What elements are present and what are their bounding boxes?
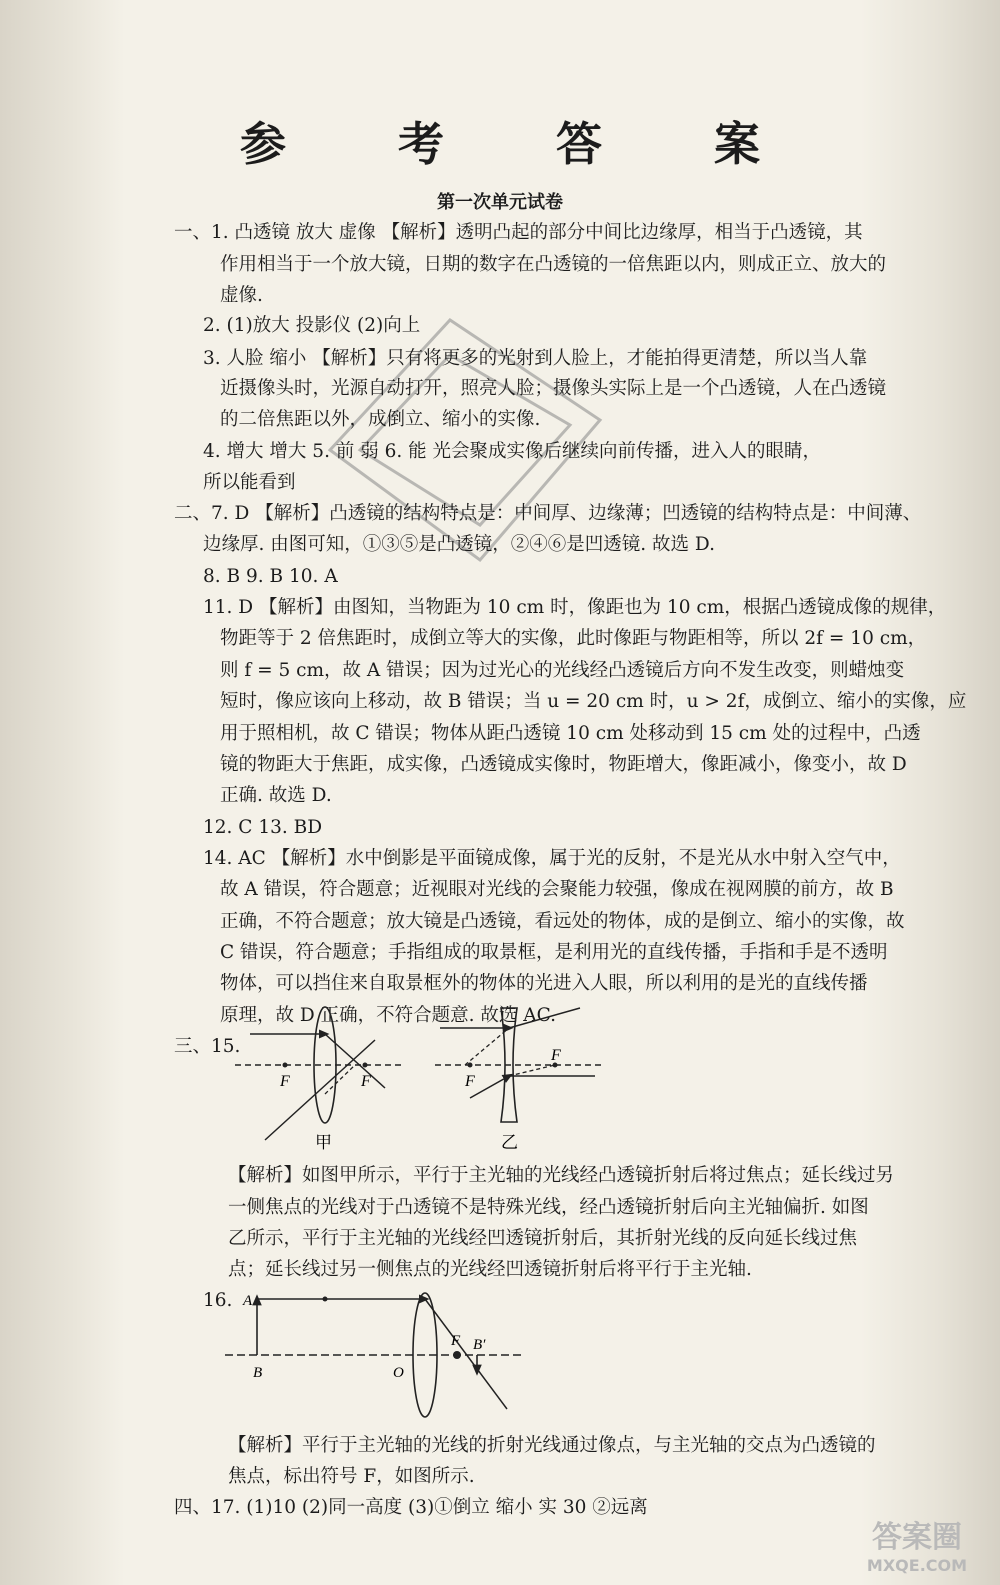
answer-line: C 错误，符合题意；手指组成的取景框，是利用光的直线传播，手指和手是不透明 [220, 942, 888, 963]
answer-line: 则 f = 5 cm，故 A 错误；因为过光心的光线经凸透镜后方向不发生改变，则蜡烛变 [220, 660, 905, 681]
answer-line: 二、7. D 【解析】凸透镜的结构特点是：中间厚、边缘薄；凹透镜的结构特点是：中间薄、 [174, 503, 922, 524]
answer-line: 4. 增大 增大 5. 前 弱 6. 能 光会聚成实像后继续向前传播，进入人的眼睛， [203, 441, 822, 462]
point-label-b-prime: B′ [473, 1337, 486, 1353]
answer-line: 虚像. [220, 285, 263, 306]
page-shadow-right [860, 0, 1000, 1585]
answer-line: 故 A 错误，符合题意；近视眼对光线的会聚能力较强，像成在视网膜的前方，故 B [220, 879, 894, 900]
page-shadow-left [0, 0, 125, 1585]
figure-caption-yi: 乙 [501, 1133, 518, 1150]
answer-line: 用于照相机，故 C 错误；物体从距凸透镜 10 cm 处移动到 15 cm 处的过程中，凸透 [220, 723, 921, 744]
figure-caption-jia: 甲 [315, 1133, 332, 1150]
point-label-o: O [393, 1365, 404, 1381]
answer-line: 作用相当于一个放大镜，日期的数字在凸透镜的一倍焦距以内，则成正立、放大的 [220, 254, 887, 275]
focus-label: F [465, 1073, 475, 1090]
answer-line: 三、15. [174, 1036, 241, 1057]
answer-line: 物体，可以挡住来自取景框外的物体的光进入人眼，所以利用的是光的直线传播 [220, 973, 868, 994]
answer-line: 短时，像应该向上移动，故 B 错误；当 u = 20 cm 时，u > 2f，成倒立、缩小的实像，应 [220, 691, 967, 712]
focus-label: F [361, 1073, 371, 1090]
answer-line: 所以能看到 [203, 472, 296, 493]
answer-line: 点；延长线过另一侧焦点的光线经凹透镜折射后将平行于主光轴. [228, 1259, 752, 1280]
watermark-text: 答案圈 [872, 1520, 962, 1555]
answer-line: 16. [203, 1290, 233, 1311]
answer-line: 2. (1)放大 投影仪 (2)向上 [203, 315, 421, 336]
answer-line: 14. AC 【解析】水中倒影是平面镜成像，属于光的反射，不是光从水中射入空气中， [203, 848, 901, 869]
stamp-overlay [300, 300, 630, 570]
answer-line: 一、1. 凸透镜 放大 虚像 【解析】透明凸起的部分中间比边缘厚，相当于凸透镜，其 [174, 222, 863, 243]
watermark-url: MXQE.COM [866, 1556, 968, 1575]
answer-line: 边缘厚. 由图可知，①③⑤是凸透镜，②④⑥是凹透镜. 故选 D. [203, 534, 715, 555]
answer-line: 原理，故 D 正确，不符合题意. 故选 AC. [220, 1005, 556, 1026]
answer-line: 近摄像头时，光源自动打开，照亮人脸；摄像头实际上是一个凸透镜，人在凸透镜 [220, 378, 887, 399]
site-watermark-logo [842, 1509, 992, 1579]
answer-line: 焦点，标出符号 F，如图所示. [228, 1466, 475, 1487]
answer-line: 乙所示，平行于主光轴的光线经凹透镜折射后，其折射光线的反向延长线过焦 [228, 1228, 858, 1249]
answer-line: 正确，不符合题意；放大镜是凸透镜，看远处的物体，成的是倒立、缩小的实像，故 [220, 911, 905, 932]
section-subtitle: 第一次单元试卷 [437, 192, 563, 213]
answer-line: 12. C 13. BD [203, 817, 323, 838]
answer-line: 3. 人脸 缩小 【解析】只有将更多的光射到人脸上，才能拍得更清楚，所以当人靠 [203, 348, 868, 369]
answer-line: 四、17. (1)10 (2)同一高度 (3)①倒立 缩小 实 30 ②远离 [174, 1497, 648, 1518]
focus-label: F [280, 1073, 290, 1090]
answer-line: 8. B 9. B 10. A [203, 566, 338, 587]
answer-line: 11. D 【解析】由图知，当物距为 10 cm 时，像距也为 10 cm，根据凸透镜成像的规律， [203, 597, 947, 618]
answer-line: 物距等于 2 倍焦距时，成倒立等大的实像，此时像距与物距相等，所以 2f = 10 cm， [220, 628, 927, 649]
figure-15 [225, 1000, 615, 1150]
answer-line: 一侧焦点的光线对于凸透镜不是特殊光线，经凸透镜折射后向主光轴偏折. 如图 [228, 1197, 869, 1218]
answer-line: 【解析】如图甲所示，平行于主光轴的光线经凸透镜折射后将过焦点；延长线过另 [228, 1165, 895, 1186]
answer-line: 的二倍焦距以外，成倒立、缩小的实像. [220, 409, 541, 430]
focus-label: F [551, 1047, 561, 1064]
answer-line: 镜的物距大于焦距，成实像，凸透镜成实像时，物距增大，像距减小，像变小，故 D [220, 754, 907, 775]
answer-line: 正确. 故选 D. [220, 785, 332, 806]
point-label-a: A [243, 1293, 253, 1309]
answer-line: 【解析】平行于主光轴的光线的折射光线通过像点，与主光轴的交点为凸透镜的 [228, 1435, 876, 1456]
point-label-b: B [253, 1365, 263, 1381]
page-title: 参 考 答 案 [239, 117, 809, 171]
figure-16 [225, 1285, 535, 1425]
point-label-f: F [451, 1333, 461, 1349]
